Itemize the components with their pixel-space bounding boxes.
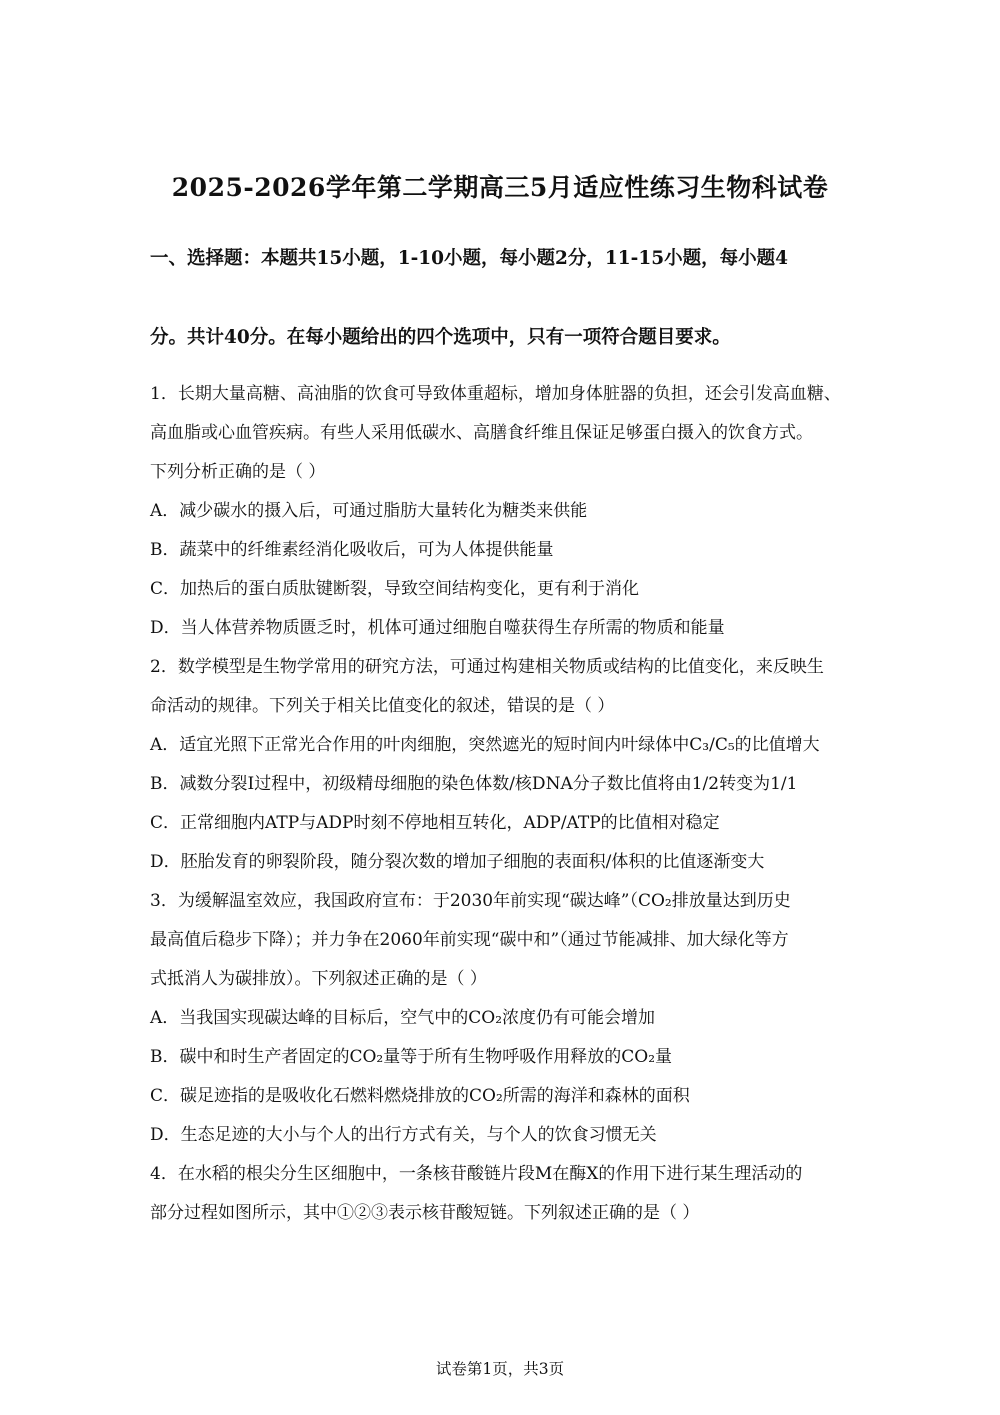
q3-stem-line-3: 式抵消人为碳排放）。下列叙述正确的是（ ） xyxy=(150,969,487,989)
q2-option-b: B．减数分裂Ⅰ过程中，初级精母细胞的染色体数/核DNA分子数比值将由1/2转变为1/1 xyxy=(150,774,798,794)
q1-option-d: D．当人体营养物质匮乏时，机体可通过细胞自噬获得生存所需的物质和能量 xyxy=(150,618,725,638)
q3-stem-line-2: 最高值后稳步下降）；并力争在2060年前实现“碳中和”（通过节能减排、加大绿化等方 xyxy=(150,930,789,950)
q4-stem-line-2: 部分过程如图所示，其中①②③表示核苷酸短链。下列叙述正确的是（ ） xyxy=(150,1203,700,1223)
q3-option-d: D．生态足迹的大小与个人的出行方式有关，与个人的饮食习惯无关 xyxy=(150,1125,657,1145)
q4-stem-line-1: 4．在水稻的根尖分生区细胞中，一条核苷酸链片段M在酶X的作用下进行某生理活动的 xyxy=(150,1164,803,1184)
q3-stem-line-1: 3．为缓解温室效应，我国政府宣布：于2030年前实现“碳达峰”（CO₂排放量达到历史 xyxy=(150,891,791,911)
q1-stem-line-1: 1．长期大量高糖、高油脂的饮食可导致体重超标，增加身体脏器的负担，还会引发高血糖、 xyxy=(150,384,841,404)
q1-option-b: B．蔬菜中的纤维素经消化吸收后，可为人体提供能量 xyxy=(150,540,554,560)
page-title: 2025-2026学年第二学期高三5月适应性练习生物科试卷 xyxy=(171,173,829,202)
q1-option-c: C．加热后的蛋白质肽键断裂，导致空间结构变化，更有利于消化 xyxy=(150,579,640,599)
q3-option-c: C．碳足迹指的是吸收化石燃料燃烧排放的CO₂所需的海洋和森林的面积 xyxy=(150,1086,690,1106)
q3-option-a: A．当我国实现碳达峰的目标后，空气中的CO₂浓度仍有可能会增加 xyxy=(150,1008,656,1028)
section-heading-line-1: 一、选择题：本题共15小题，1-10小题，每小题2分，11-15小题，每小题4 xyxy=(150,248,788,269)
q3-option-b: B．碳中和时生产者固定的CO₂量等于所有生物呼吸作用释放的CO₂量 xyxy=(150,1047,673,1067)
section-heading-line-2: 分。共计40分。在每小题给出的四个选项中，只有一项符合题目要求。 xyxy=(150,327,731,348)
q2-stem-line-1: 2．数学模型是生物学常用的研究方法，可通过构建相关物质或结构的比值变化，来反映生 xyxy=(150,657,824,677)
q2-option-d: D．胚胎发育的卵裂阶段，随分裂次数的增加子细胞的表面积/体积的比值逐渐变大 xyxy=(150,852,765,872)
page-footer: 试卷第1页，共3页 xyxy=(435,1360,565,1378)
q1-stem-line-3: 下列分析正确的是（ ） xyxy=(150,462,326,482)
q2-option-a: A．适宜光照下正常光合作用的叶肉细胞，突然遮光的短时间内叶绿体中C₃/C₅的比值增大 xyxy=(150,735,820,755)
q1-stem-line-2: 高血脂或心血管疾病。有些人采用低碳水、高膳食纤维且保证足够蛋白摄入的饮食方式。 xyxy=(150,423,813,443)
q1-option-a: A．减少碳水的摄入后，可通过脂肪大量转化为糖类来供能 xyxy=(150,501,588,521)
q2-option-c: C．正常细胞内ATP与ADP时刻不停地相互转化，ADP/ATP的比值相对稳定 xyxy=(150,813,720,833)
q2-stem-line-2: 命活动的规律。下列关于相关比值变化的叙述，错误的是（ ） xyxy=(150,696,615,716)
